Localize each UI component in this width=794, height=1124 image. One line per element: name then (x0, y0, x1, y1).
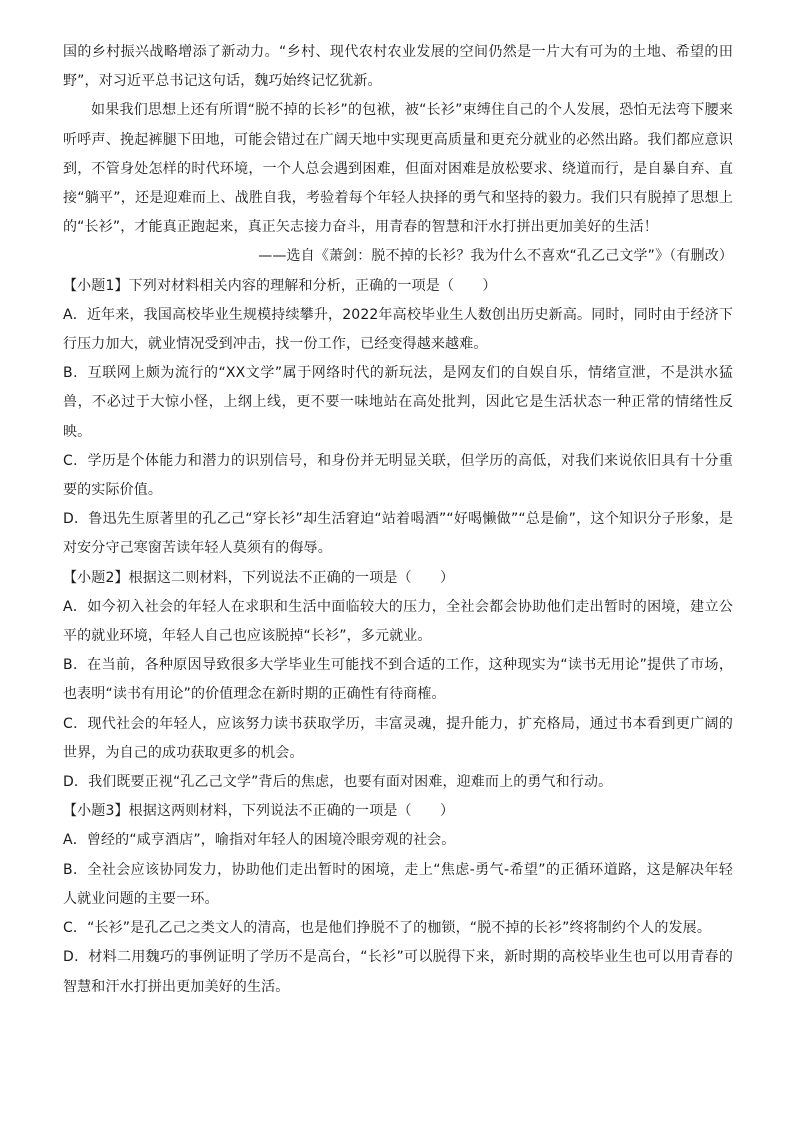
passage-source: ——选自《萧剑：脱不掉的长衫？我为什么不喜欢“孔乙己文学”》（有删改） (258, 248, 733, 265)
question-option: D．材料二用魏巧的事例证明了学历不是高台，“长衫”可以脱得下来，新时期的高校毕业生也可以用青春的智慧和汗水打拼出更加美好的生活。 (63, 949, 733, 995)
question-option: C．“长衫”是孔乙己之类文人的清高，也是他们挣脱不了的枷锁，“脱不掉的长衫”终将制约个人的发展。 (63, 920, 711, 937)
question-option: A．近年来，我国高校毕业生规模持续攀升，2022年高校毕业生人数创出历史新高。同时，同时由于经济下行压力加大，就业情况受到冲击，找一份工作，已经变得越来越难。 (63, 306, 733, 353)
question-block (63, 797, 733, 1001)
question-block (63, 272, 733, 564)
document-page (63, 38, 733, 1002)
question-option: A．如今初入社会的年轻人在求职和生活中面临较大的压力，全社会都会协助他们走出暂时的困境，建立公平的就业环境，年轻人自己也应该脱掉“长衫”，多元就业。 (63, 598, 733, 645)
passage-paragraph: 如果我们思想上还有所谓“脱不掉的长衫”的包袱，被“长衫”束缚住自己的个人发展，恐怕无法弯下腰来听呼声、挽起裤腿下田地，可能会错过在广阔天地中实现更高质量和更充分就业的必然出路。我们都应意识到，不管身处怎样的时代环境，一个人总会遇到困难，但面对困难是放松要求、绕道而行，是自暴自弃、直接“躺平”，还是迎难而上、战胜自我，考验着每个年轻人抉择的勇气和坚持的毅力。我们只有脱掉了思想上的“长衫”，才能真正跑起来，真正矢志接力奋斗，用青春的智慧和汗水打拼出更加美好的生活！ (63, 102, 733, 236)
question-block (63, 564, 733, 798)
question-option: A．曾经的“咸亨酒店”，喻指对年轻人的困境冷眼旁观的社会。 (63, 832, 456, 849)
question-option: C．现代社会的年轻人，应该努力读书获取学历，丰富灵魂，提升能力，扩充格局，通过书本看到更广阔的世界，为自己的成功获取更多的机会。 (63, 715, 733, 761)
question-option: D．我们既要正视“孔乙己文学”背后的焦虑，也要有面对困难，迎难而上的勇气和行动。 (63, 774, 613, 791)
passage-paragraph: 国的乡村振兴战略增添了新动力。“乡村、现代农村农业发展的空间仍然是一片大有可为的土地、希望的田野”，对习近平总书记这句话，魏巧始终记忆犹新。 (63, 44, 733, 90)
question-option: C．学历是个体能力和潜力的识别信号，和身份并无明显关联，但学历的高低，对我们来说依旧具有十分重要的实际价值。 (63, 452, 733, 499)
question-title: 【小题3】根据这两则材料，下列说法不正确的一项是（ ） (63, 803, 455, 820)
question-title: 【小题1】下列对材料相关内容的理解和分析，正确的一项是（ ） (63, 277, 497, 294)
question-option: B．在当前，各种原因导致很多大学毕业生可能找不到合适的工作，这种现实为“读书无用论”提供了市场，也表明“读书有用论”的价值理念在新时期的正确性有待商榷。 (63, 657, 733, 703)
question-option: B．全社会应该协同发力，协助他们走出暂时的困境，走上“焦虑-勇气-希望”的正循环道路，这是解决年轻人就业问题的主要一环。 (63, 861, 733, 907)
question-option: D．鲁迅先生原著里的孔乙己“穿长衫”却生活窘迫“站着喝酒”“好喝懒做”“总是偷”，这个知识分子形象，是对安分守己寒窗苦读年轻人莫须有的侮辱。 (63, 511, 733, 557)
question-title: 【小题2】根据这二则材料，下列说法不正确的一项是（ ） (63, 569, 455, 586)
question-option: B．互联网上颇为流行的“XX文学”属于网络时代的新玩法，是网友们的自娱自乐，情绪宣泄，不是洪水猛兽，不必过于大惊小怪，上纲上线，更不要一味地站在高处批判，因此它是生活状态一种正常的情绪性反映。 (63, 365, 733, 440)
